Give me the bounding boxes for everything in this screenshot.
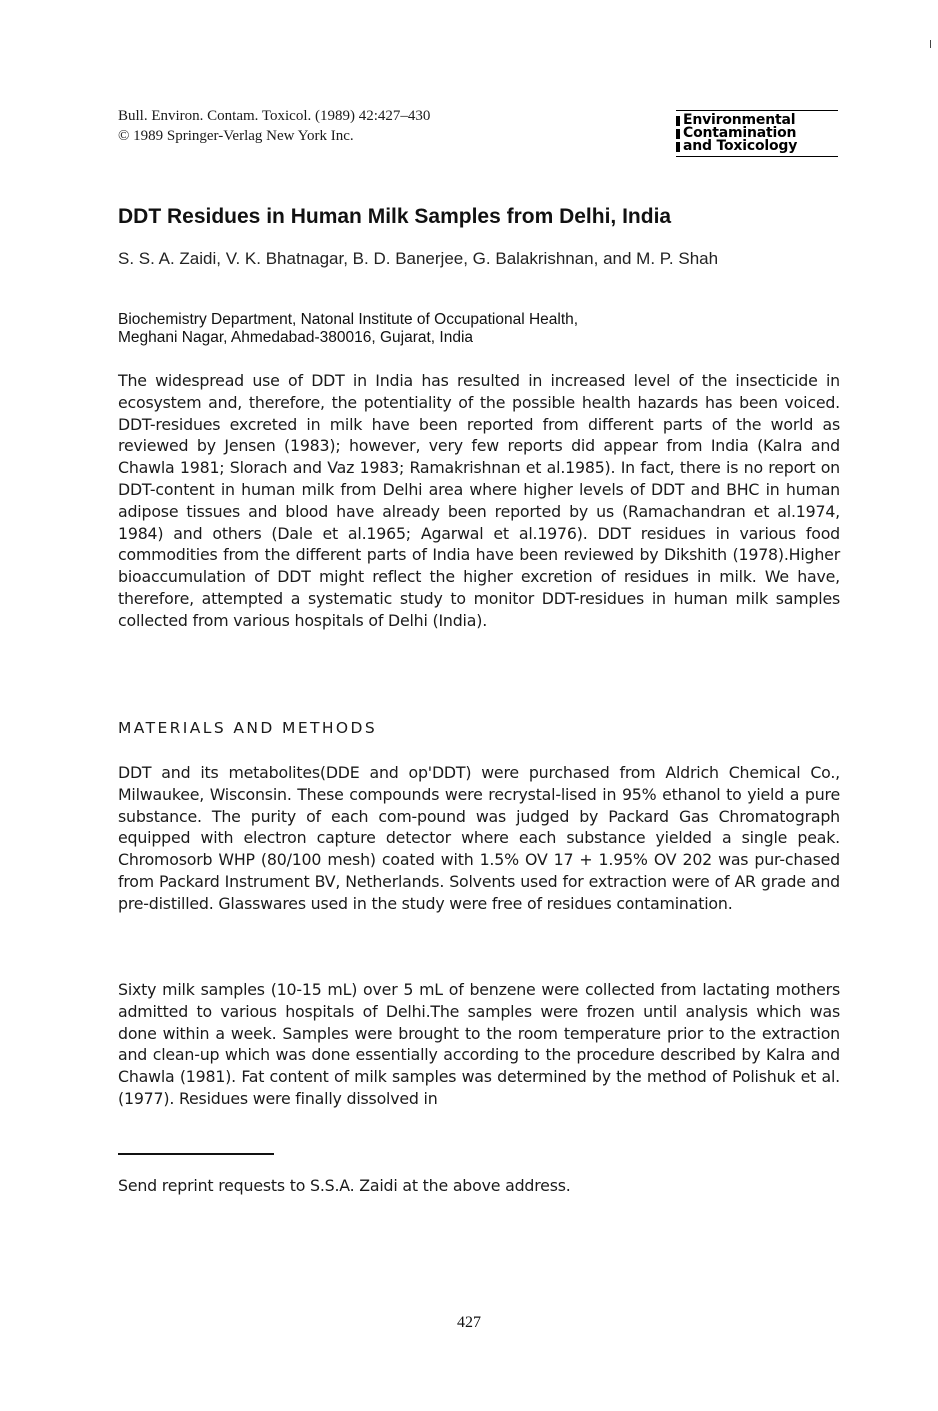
affiliation-line-2: Meghani Nagar, Ahmedabad-380016, Gujarat, India: [118, 329, 474, 346]
article-title: DDT Residues in Human Milk Samples from Delhi, India: [118, 205, 672, 228]
logo-bar-icon: [676, 116, 680, 126]
logo-line-2: Contamination: [683, 125, 797, 141]
page-number: 427: [457, 1314, 481, 1331]
journal-citation: [118, 106, 430, 146]
footnote-divider: [118, 1153, 274, 1155]
logo-line-3: and Toxicology: [683, 138, 798, 154]
citation-line-2: © 1989 Springer-Verlag New York Inc.: [118, 128, 354, 144]
intro-paragraph: The widespread use of DDT in India has resulted in increased level of the insecticide in ecosystem and, therefore, the potentiality of the possible health hazards has been voiced. DDT-residues excreted in milk have been reported from different parts of the world as reviewed by Jensen (1983); however, very few reports did appear from India (Kalra and Chawla 1981; Slorach and Vaz 1983; Ramakrishnan et al.1985). In fact, there is no report on DDT-content in human milk from Delhi area where higher levels of DDT and BHC in human adipose tissues and blood have already been reported by us (Ramachandran et al.1974, 1984) and others (Dale et al.1965; Agarwal et al.1976). DDT residues in various food commodities from the different parts of India have been reviewed by Dikshith (1978).Higher bioaccumulation of DDT might reflect the higher excretion of residues in milk. We have, therefore, attempted a systematic study to monitor DDT-residues in human milk samples collected from various hospitals of Delhi (India).: [118, 371, 840, 630]
scan-mark: [930, 40, 931, 48]
logo-bar-icon: [676, 129, 680, 139]
section-heading: MATERIALS AND METHODS: [118, 719, 378, 737]
article-authors: S. S. A. Zaidi, V. K. Bhatnagar, B. D. Banerjee, G. Balakrishnan, and M. P. Shah: [118, 249, 719, 268]
journal-logo: [676, 110, 838, 157]
methods-paragraph-1: DDT and its metabolites(DDE and op'DDT) were purchased from Aldrich Chemical Co., Milwaukee, Wisconsin. These compounds were recrystal-lised in 95% ethanol to yield a pure substance. The purity of each com-pound was judged by Packard Gas Chromatograph equipped with electron capture detector where each substance yielded a single peak. Chromosorb WHP (80/100 mesh) coated with 1.5% OV 17 + 1.95% OV 202 was pur-chased from Packard Instrument BV, Netherlands. Solvents used for extraction were of AR grade and pre-distilled. Glasswares used in the study were free of residues contamination.: [118, 763, 840, 913]
logo-line-1: Environmental: [683, 112, 796, 128]
citation-line-1: Bull. Environ. Contam. Toxicol. (1989) 42:427–430: [118, 108, 431, 124]
affiliation-line-1: Biochemistry Department, Natonal Institute of Occupational Health,: [118, 311, 579, 328]
methods-paragraph-2: Sixty milk samples (10-15 mL) over 5 mL of benzene were collected from lactating mothers admitted to various hospitals of Delhi.The samples were frozen until analysis which was done within a week. Samples were brought to the room temperature prior to the extraction and clean-up which was done essentially according to the procedure described by Kalra and Chawla (1981). Fat content of milk samples was determined by the method of Polishuk et al. (1977). Residues were finally dissolved in: [118, 980, 840, 1108]
logo-bar-icon: [676, 142, 680, 152]
footnote: Send reprint requests to S.S.A. Zaidi at the above address.: [118, 1176, 571, 1195]
author-affiliation: [118, 311, 758, 347]
